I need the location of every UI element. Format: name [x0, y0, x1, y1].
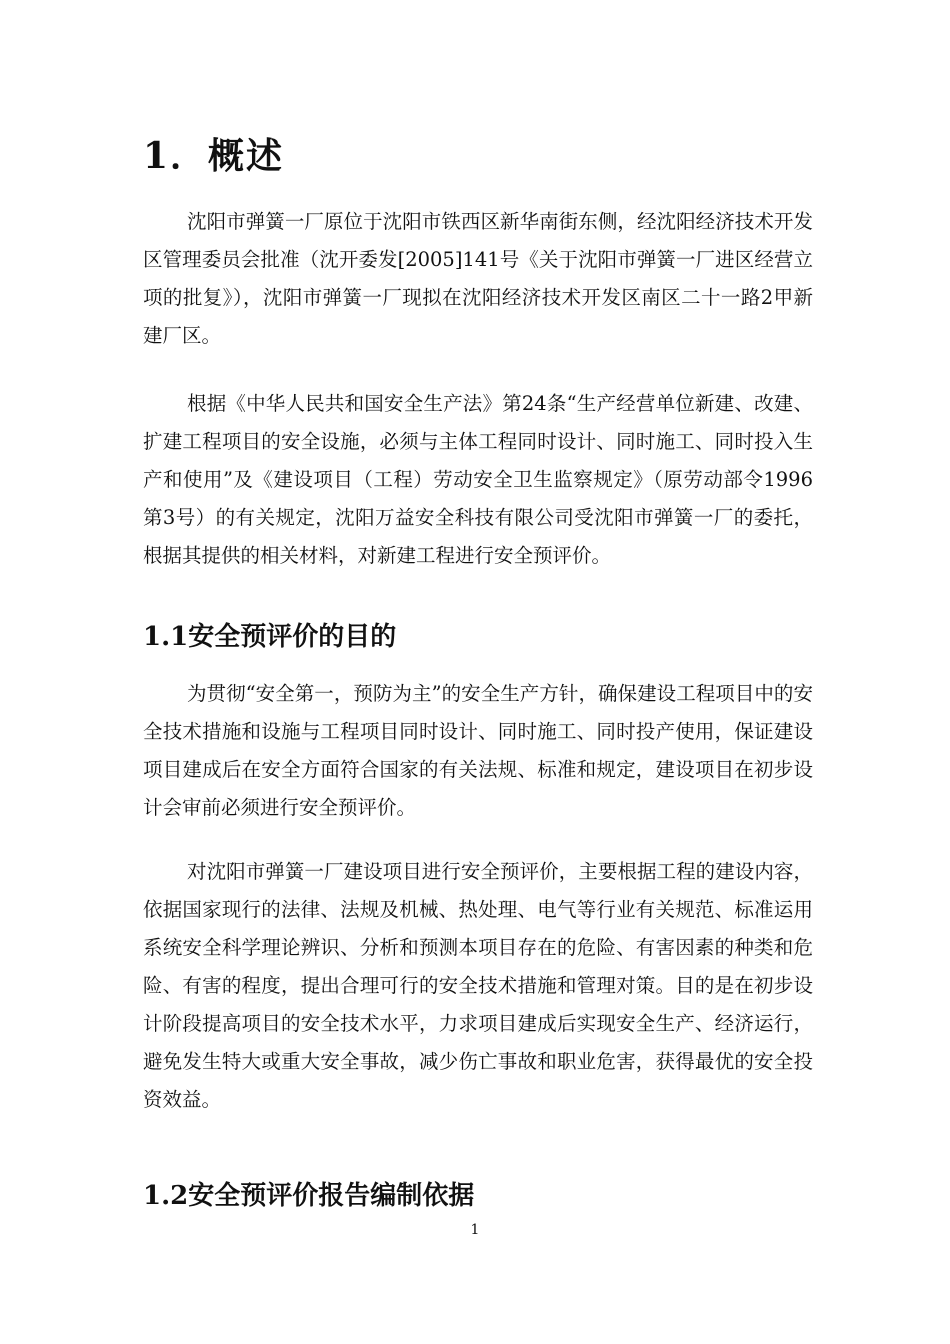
- chapter-heading: 1．概述: [143, 135, 285, 177]
- overview-paragraph-1: 沈阳市弹簧一厂原位于沈阳市铁西区新华南街东侧，经沈阳经济技术开发区管理委员会批准（沈开委发[2005]141号《关于沈阳市弹簧一厂进区经营立项的批复》），沈阳市弹簧一厂现拟在沈阳经济技术开发区南区二十一路2甲新建厂区。: [143, 210, 813, 347]
- overview-paragraph-2: 根据《中华人民共和国安全生产法》第24条“生产经营单位新建、改建、扩建工程项目的安全设施，必须与主体工程同时设计、同时施工、同时投入生产和使用”及《建设项目（工程）劳动安全卫生监察规定》（原劳动部令1996第3号）的有关规定，沈阳万益安全科技有限公司受沈阳市弹簧一厂的委托，根据其提供的相关材料，对新建工程进行安全预评价。: [143, 392, 813, 567]
- purpose-paragraph-2: 对沈阳市弹簧一厂建设项目进行安全预评价，主要根据工程的建设内容，依据国家现行的法律、法规及机械、热处理、电气等行业有关规范、标准运用系统安全科学理论辨识、分析和预测本项目存在的危险、有害因素的种类和危险、有害的程度，提出合理可行的安全技术措施和管理对策。目的是在初步设计阶段提高项目的安全技术水平，力求项目建成后实现安全生产、经济运行，避免发生特大或重大安全事故，减少伤亡事故和职业危害，获得最优的安全投资效益。: [143, 860, 813, 1111]
- page-number: 1: [470, 1222, 480, 1238]
- section-heading-1-2: 1.2安全预评价报告编制依据: [143, 1181, 475, 1211]
- section-heading-1-1: 1.1安全预评价的目的: [143, 622, 397, 652]
- purpose-paragraph-1: 为贯彻“安全第一，预防为主”的安全生产方针，确保建设工程项目中的安全技术措施和设施与工程项目同时设计、同时施工、同时投产使用，保证建设项目建成后在安全方面符合国家的有关法规、标准和规定，建设项目在初步设计会审前必须进行安全预评价。: [143, 682, 813, 819]
